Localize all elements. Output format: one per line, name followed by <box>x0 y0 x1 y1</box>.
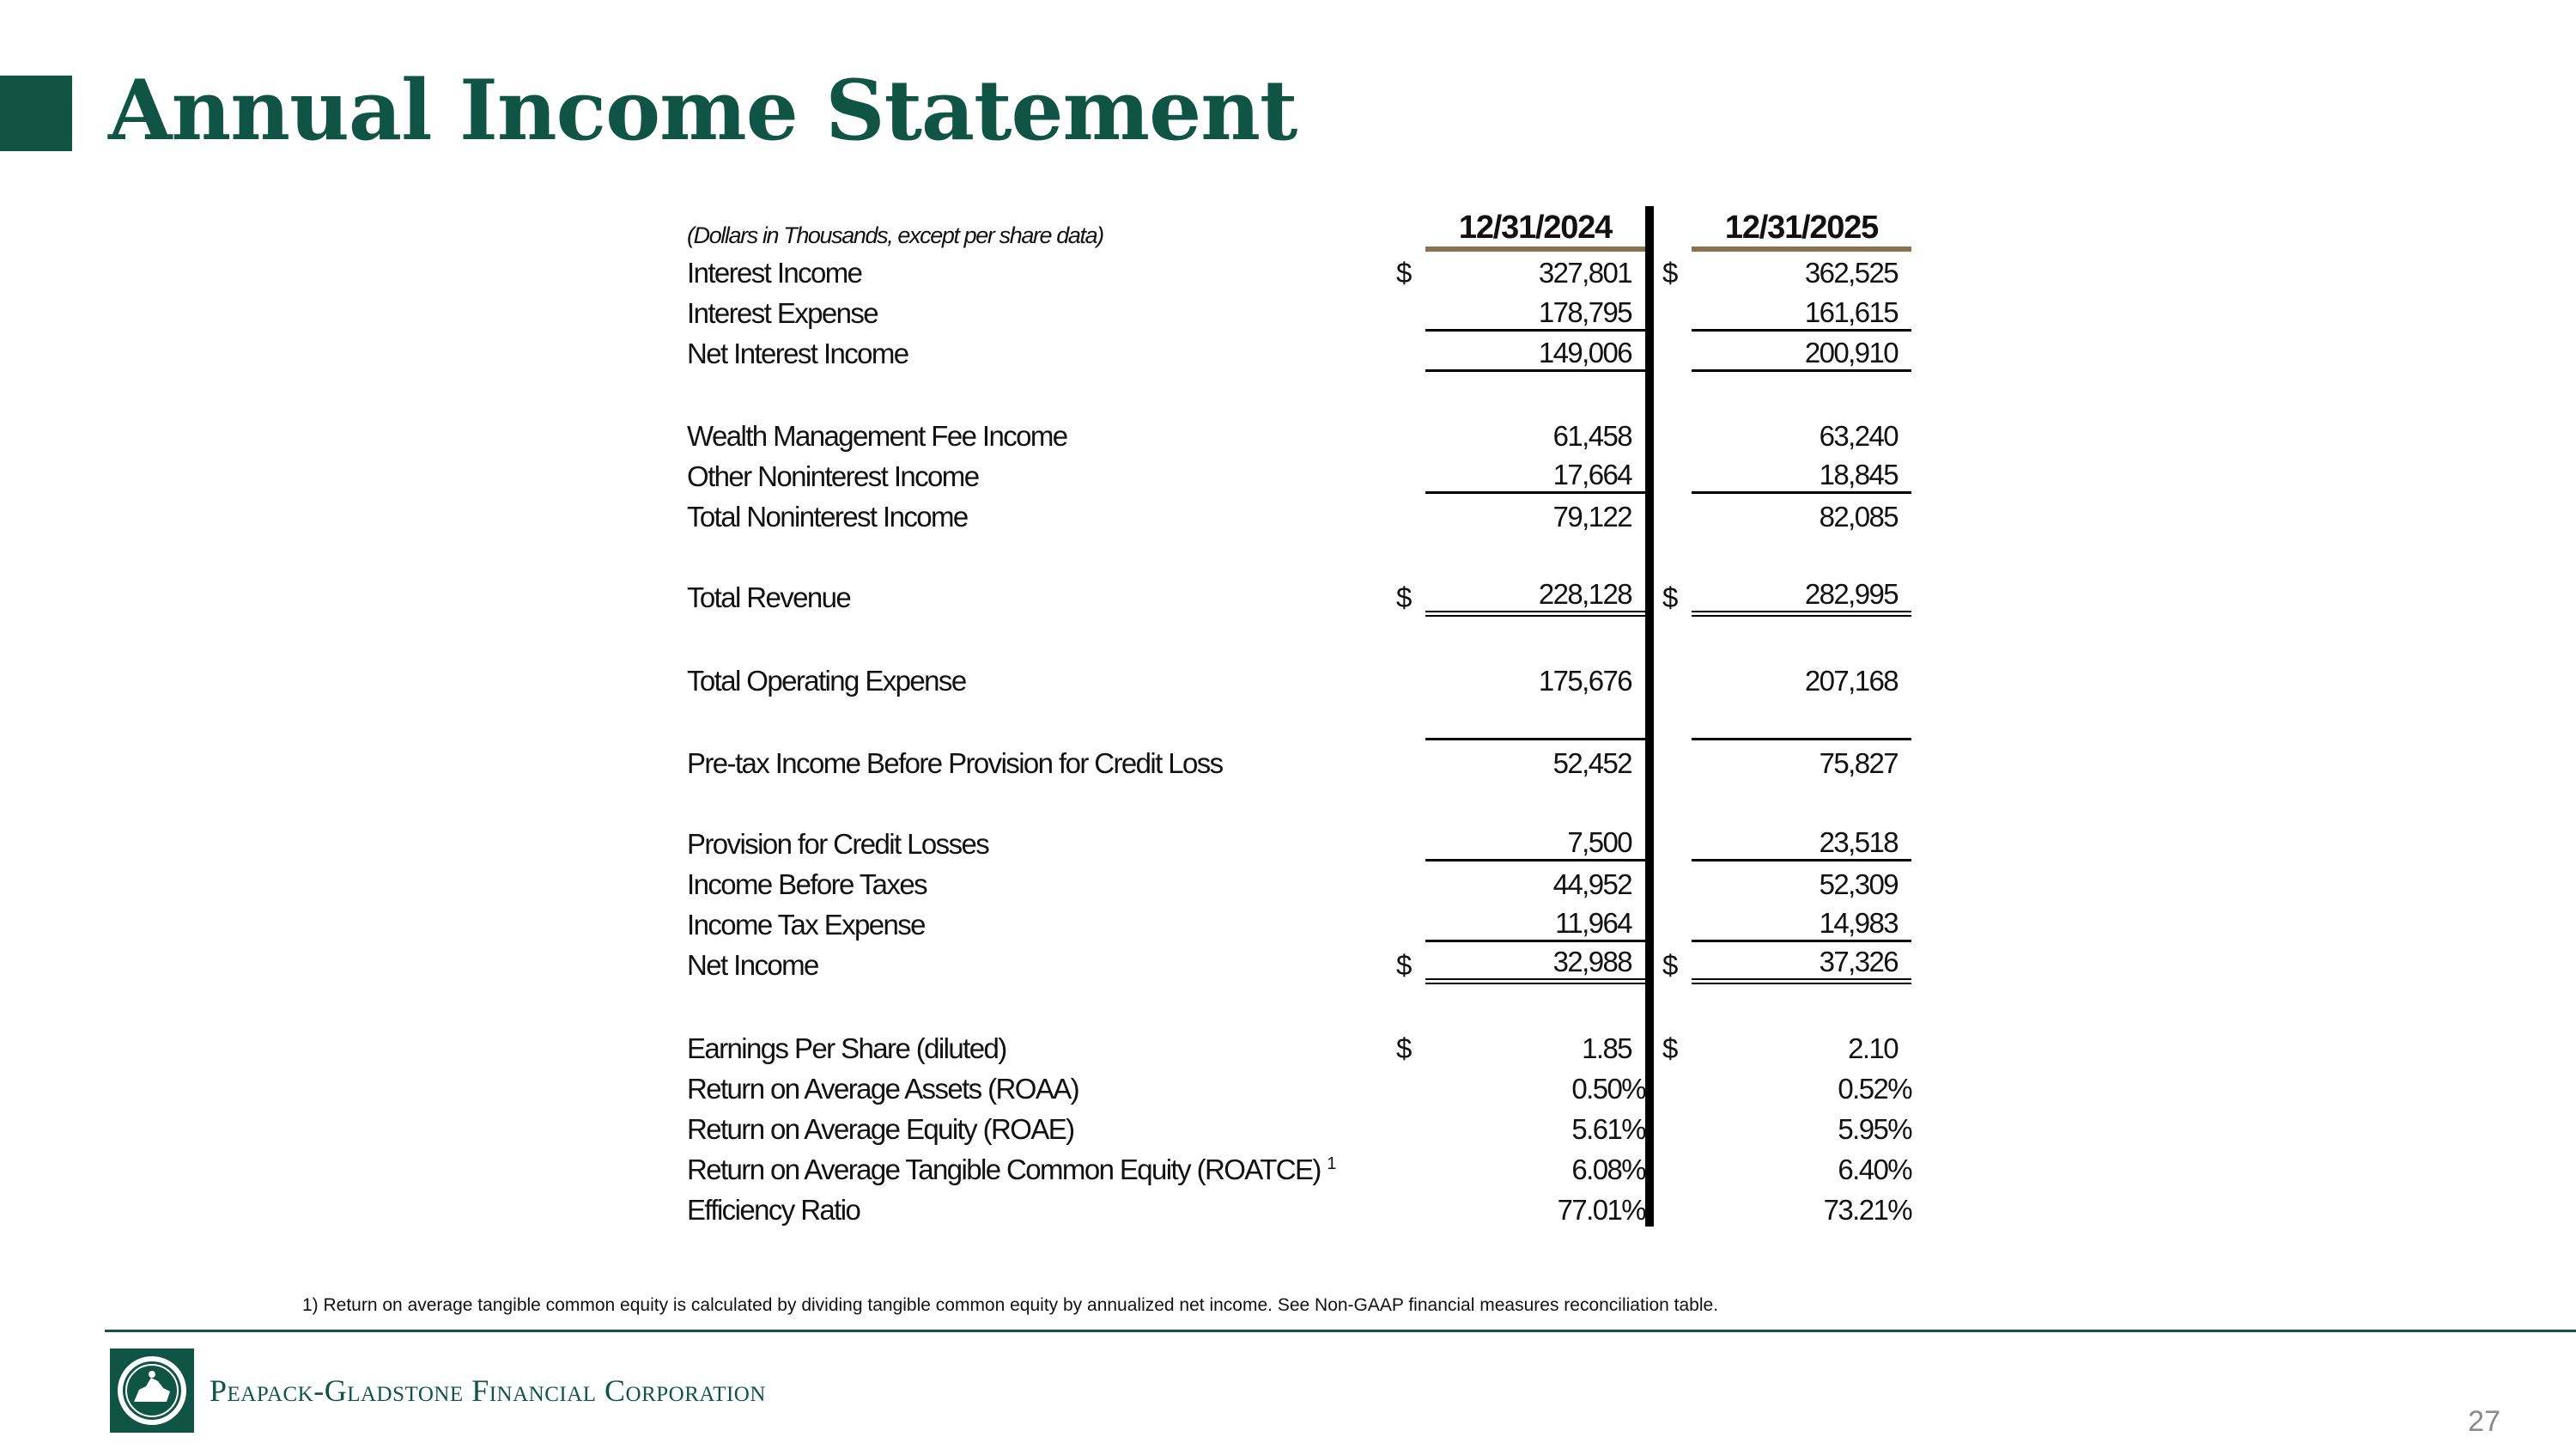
dollar-sign: $ <box>1662 257 1677 289</box>
row-label: Total Operating Expense <box>687 665 966 697</box>
table-row <box>677 574 1911 614</box>
table-row <box>677 249 1911 289</box>
table-units-note: (Dollars in Thousands, except per share data) <box>687 222 1103 248</box>
dollar-sign: $ <box>1662 581 1677 613</box>
row-label: Interest Income <box>687 257 862 289</box>
row-label: Net Interest Income <box>687 338 908 369</box>
row-label: Other Noninterest Income <box>687 460 979 492</box>
table-row <box>677 941 1911 982</box>
value-2024: 178,795 <box>1425 289 1645 330</box>
row-label: Net Income <box>687 948 818 981</box>
table-row <box>677 493 1911 533</box>
dollar-sign: $ <box>1662 948 1677 981</box>
value-2025: 2.10 <box>1848 1032 1898 1064</box>
value-2024: 77.01% <box>1557 1194 1645 1226</box>
value-2025: 18,845 <box>1692 453 1911 493</box>
table-row <box>677 901 1911 941</box>
value-2025: 37,326 <box>1692 941 1911 982</box>
table-row <box>677 330 1911 370</box>
value-2024: 52,452 <box>1552 746 1631 779</box>
value-2025: 0.52% <box>1838 1073 1911 1105</box>
row-label: Efficiency Ratio <box>687 1194 860 1226</box>
page-number: 27 <box>2468 1405 2500 1438</box>
table-row <box>677 1025 1911 1065</box>
row-label: Interest Expense <box>687 297 878 329</box>
page-title: Annual Income Statement <box>108 62 1297 159</box>
income-statement-table <box>677 206 1911 1227</box>
company-name: Peapack-Gladstone Financial Corporation <box>210 1373 766 1408</box>
value-2024: 149,006 <box>1425 330 1645 370</box>
footnote: 1) Return on average tangible common equity is calculated by dividing tangible common equity by annualized net income. See Non-GAAP financial measures reconciliation table. <box>302 1295 1719 1315</box>
value-2024: 228,128 <box>1425 574 1645 614</box>
row-label: Total Revenue <box>687 581 851 613</box>
value-2025: 6.40% <box>1838 1154 1911 1185</box>
row-label: Return on Average Tangible Common Equity (ROATCE) <box>687 1154 1321 1185</box>
row-label: Return on Average Equity (ROAE) <box>687 1113 1074 1145</box>
dollar-sign: $ <box>1396 257 1411 289</box>
value-2024: 0.50% <box>1571 1073 1645 1105</box>
value-2024: 44,952 <box>1552 868 1631 900</box>
row-label: Pre-tax Income Before Provision for Credit Loss <box>687 746 1223 779</box>
value-2024: 32,988 <box>1425 941 1645 982</box>
row-label: Return on Average Assets (ROAA) <box>687 1073 1079 1105</box>
value-2024: 1.85 <box>1582 1032 1631 1064</box>
value-2025: 14,983 <box>1692 901 1911 941</box>
value-2024: 17,664 <box>1425 453 1645 493</box>
dollar-sign: $ <box>1662 1032 1677 1064</box>
dollar-sign: $ <box>1396 1032 1411 1064</box>
value-2025: 73.21% <box>1823 1194 1911 1226</box>
table-row <box>677 1146 1911 1186</box>
value-2025: 161,615 <box>1692 289 1911 330</box>
row-label: Earnings Per Share (diluted) <box>687 1032 1006 1064</box>
value-2025: 23,518 <box>1692 820 1911 861</box>
seal-emblem-icon <box>110 1349 194 1433</box>
value-2024: 327,801 <box>1538 257 1631 289</box>
table-row <box>677 740 1911 780</box>
table-row <box>677 289 1911 330</box>
value-2024: 175,676 <box>1538 665 1631 697</box>
value-2025: 5.95% <box>1838 1113 1911 1145</box>
table-row <box>677 412 1911 453</box>
value-2025: 362,525 <box>1804 257 1898 289</box>
footnote-marker: 1 <box>1327 1154 1337 1173</box>
row-label: Provision for Credit Losses <box>687 827 989 860</box>
row-label: Total Noninterest Income <box>687 500 968 533</box>
row-label: Income Before Taxes <box>687 868 927 900</box>
value-2025: 282,995 <box>1692 574 1911 614</box>
row-label: Wealth Management Fee Income <box>687 419 1067 452</box>
value-2025: 63,240 <box>1819 419 1898 452</box>
dollar-sign: $ <box>1396 948 1411 981</box>
table-row <box>677 657 1911 697</box>
value-2024: 79,122 <box>1552 500 1631 533</box>
value-2025: 82,085 <box>1819 500 1898 533</box>
column-header-2025: 12/31/2025 <box>1692 206 1911 249</box>
value-2025: 75,827 <box>1819 746 1898 779</box>
table-row <box>677 1105 1911 1146</box>
value-2024: 5.61% <box>1571 1113 1645 1145</box>
table-row <box>677 861 1911 901</box>
value-2025: 52,309 <box>1819 868 1898 900</box>
table-row <box>677 1186 1911 1227</box>
table-row <box>677 453 1911 493</box>
table-header-row <box>677 206 1911 249</box>
value-2024: 61,458 <box>1552 419 1631 452</box>
column-header-2024: 12/31/2024 <box>1425 206 1645 249</box>
title-accent-square <box>0 76 72 151</box>
dollar-sign: $ <box>1396 581 1411 613</box>
value-2024: 11,964 <box>1425 901 1645 941</box>
row-label: Income Tax Expense <box>687 908 925 941</box>
table-row <box>677 1065 1911 1105</box>
value-2025: 207,168 <box>1804 665 1898 697</box>
value-2024: 7,500 <box>1425 820 1645 861</box>
footer-divider <box>105 1330 2576 1332</box>
table-row <box>677 820 1911 861</box>
value-2025: 200,910 <box>1692 330 1911 370</box>
value-2024: 6.08% <box>1571 1154 1645 1185</box>
row-label-roatce <box>677 1146 1396 1186</box>
